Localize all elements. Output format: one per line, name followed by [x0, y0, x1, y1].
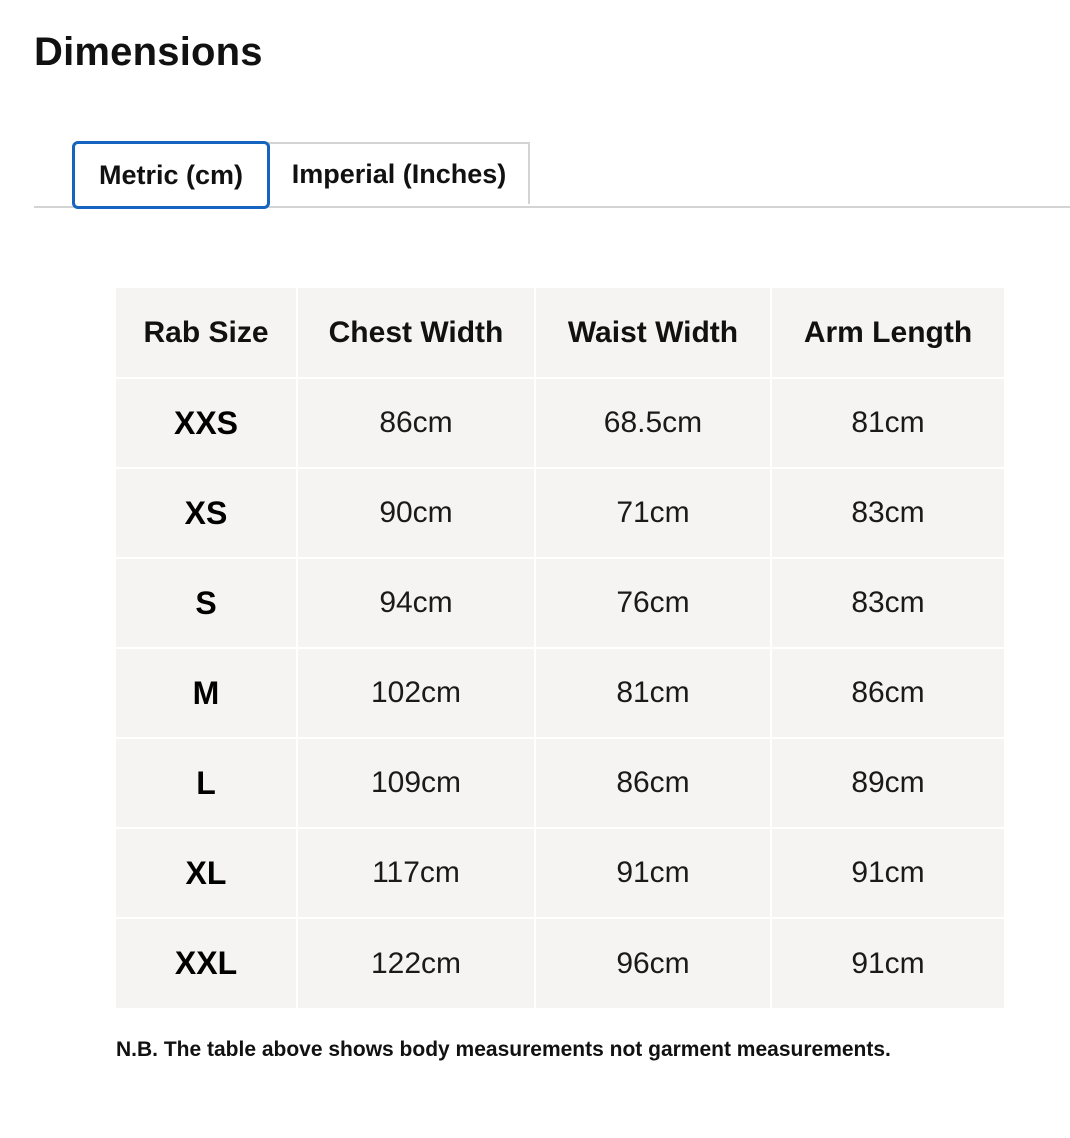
header-chest-width: Chest Width: [297, 288, 535, 378]
size-cell: XS: [116, 468, 297, 558]
size-cell: L: [116, 738, 297, 828]
chest-width-cell: 90cm: [297, 468, 535, 558]
table-row: [116, 828, 1004, 918]
arm-length-cell: 91cm: [771, 918, 1004, 1008]
table-row: [116, 738, 1004, 828]
header-arm-length: Arm Length: [771, 288, 1004, 378]
table-header-row: [116, 288, 1004, 378]
arm-length-cell: 91cm: [771, 828, 1004, 918]
arm-length-cell: 81cm: [771, 378, 1004, 468]
table-row: [116, 378, 1004, 468]
waist-width-cell: 96cm: [535, 918, 771, 1008]
tab-imperial[interactable]: Imperial (Inches): [268, 142, 530, 204]
size-cell: M: [116, 648, 297, 738]
chest-width-cell: 94cm: [297, 558, 535, 648]
size-cell: S: [116, 558, 297, 648]
unit-tabs: [34, 142, 1070, 208]
chest-width-cell: 102cm: [297, 648, 535, 738]
arm-length-cell: 86cm: [771, 648, 1004, 738]
waist-width-cell: 81cm: [535, 648, 771, 738]
table-row: [116, 558, 1004, 648]
page-title: Dimensions: [34, 30, 263, 74]
table-row: [116, 918, 1004, 1008]
tab-metric[interactable]: Metric (cm): [72, 141, 270, 209]
waist-width-cell: 91cm: [535, 828, 771, 918]
size-cell: XL: [116, 828, 297, 918]
waist-width-cell: 68.5cm: [535, 378, 771, 468]
waist-width-cell: 86cm: [535, 738, 771, 828]
table-row: [116, 648, 1004, 738]
table-row: [116, 468, 1004, 558]
arm-length-cell: 83cm: [771, 468, 1004, 558]
size-cell: XXS: [116, 378, 297, 468]
chest-width-cell: 117cm: [297, 828, 535, 918]
header-rab-size: Rab Size: [116, 288, 297, 378]
size-chart-table: [116, 288, 1004, 1008]
arm-length-cell: 89cm: [771, 738, 1004, 828]
waist-width-cell: 71cm: [535, 468, 771, 558]
waist-width-cell: 76cm: [535, 558, 771, 648]
chest-width-cell: 109cm: [297, 738, 535, 828]
header-waist-width: Waist Width: [535, 288, 771, 378]
measurement-note: N.B. The table above shows body measurements not garment measurements.: [116, 1038, 891, 1061]
size-cell: XXL: [116, 918, 297, 1008]
arm-length-cell: 83cm: [771, 558, 1004, 648]
chest-width-cell: 122cm: [297, 918, 535, 1008]
chest-width-cell: 86cm: [297, 378, 535, 468]
